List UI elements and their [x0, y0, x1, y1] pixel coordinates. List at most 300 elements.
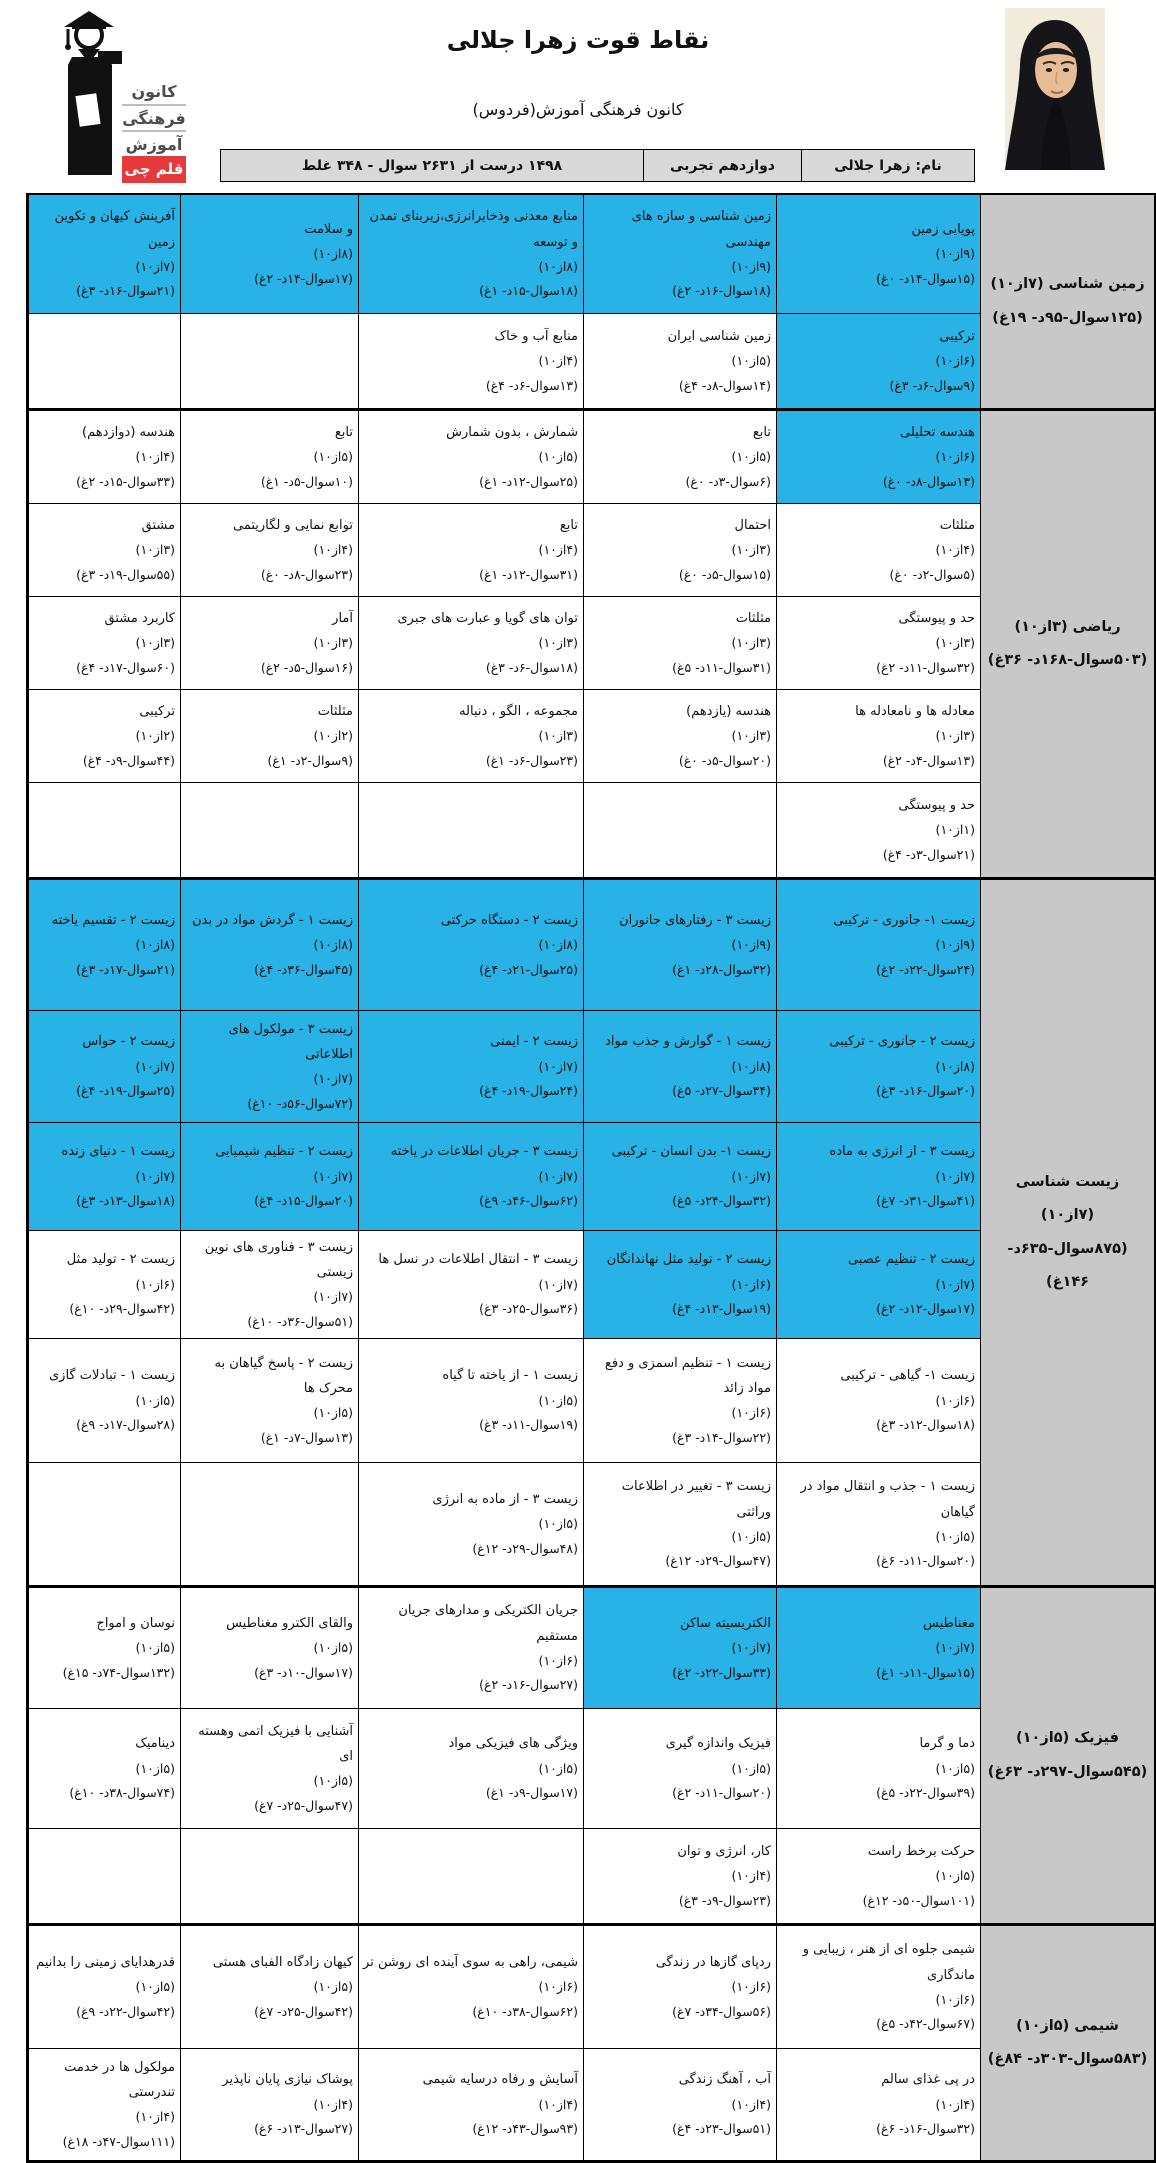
topic-stats: (۴۸سوال-۲۹د- ۱۲غ) [472, 1540, 578, 1556]
topic-title: توابع نمایی و لگاریتمی [233, 517, 353, 533]
topic-stats: (۴۲سوال-۲۲د- ۹غ) [76, 2003, 175, 2019]
topic-stats: (۱۰۱سوال-۵۰د- ۱۲غ) [862, 1892, 975, 1908]
topic-cell [180, 2049, 358, 2161]
empty-cell [28, 1463, 180, 1586]
topic-score: (۴از۱۰) [313, 542, 353, 558]
topic-score: (۵از۱۰) [313, 1640, 353, 1656]
topic-cell [180, 1709, 358, 1829]
subject-cell [980, 1924, 1154, 2161]
topic-stats: (۱۹سوال-۱۱د- ۳غ) [479, 1417, 578, 1433]
topic-score: (۵از۱۰) [731, 449, 771, 465]
topic-score: (۵از۱۰) [135, 1979, 175, 1995]
topic-cell [776, 1463, 980, 1586]
topic-cell [358, 504, 583, 597]
topic-score: (۹از۱۰) [731, 258, 771, 274]
empty-cell [28, 783, 180, 878]
topic-score: (۳از۱۰) [538, 728, 578, 744]
topic-stats: (۱۵سوال-۱۴د- ۰غ) [876, 270, 975, 286]
topic-score: (۳از۱۰) [135, 542, 175, 558]
topic-stats: (۵۶سوال-۳۴د- ۷غ) [672, 2003, 771, 2019]
topic-score: (۶از۱۰) [935, 1392, 975, 1408]
topic-stats: (۲۱سوال-۱۶د- ۳غ) [76, 283, 175, 299]
topic-cell [358, 878, 583, 1011]
topic-score: (۴از۱۰) [731, 2096, 771, 2112]
subject-cell [980, 878, 1154, 1586]
topic-cell [180, 597, 358, 690]
topic-title: زیست ۳ - رفتارهای جانوران [619, 912, 771, 928]
subject-label: ریاضی (۳از۱۰) [1014, 618, 1121, 635]
topic-stats: (۲۰سوال-۱۵د- ۴غ) [254, 1193, 353, 1209]
topic-score: (۵از۱۰) [313, 1979, 353, 1995]
topic-cell [28, 690, 180, 783]
topic-stats: (۴۷سوال-۲۵د- ۷غ) [254, 1797, 353, 1813]
topic-cell [776, 783, 980, 878]
strengths-table [26, 193, 1156, 2163]
topic-stats: (۲۰سوال-۵د- ۰غ) [678, 752, 771, 768]
topic-title: مغناطیس [923, 1615, 975, 1631]
topic-stats: (۱۸سوال-۱۶د- ۲غ) [672, 283, 771, 299]
topic-title: زیست ۳ - از انرژی به ماده [829, 1144, 975, 1160]
topic-score: (۴از۱۰) [538, 353, 578, 369]
topic-score: (۵از۱۰) [731, 1528, 771, 1544]
topic-title: کیهان زادگاه الفبای هستی [212, 1954, 353, 1970]
topic-cell [583, 314, 776, 409]
topic-stats: (۱۸سوال-۶د- ۳غ) [485, 659, 578, 675]
topic-score: (۶از۱۰) [538, 1652, 578, 1668]
topic-title: زیست ۱- گیاهی - ترکیبی [840, 1368, 975, 1384]
topic-score: (۵از۱۰) [935, 1868, 975, 1884]
empty-cell [358, 1829, 583, 1924]
topic-cell [583, 1463, 776, 1586]
topic-score: (۷از۱۰) [538, 1168, 578, 1184]
empty-cell [358, 783, 583, 878]
topic-title: توان های گویا و عبارت های جبری [397, 610, 578, 626]
topic-title: آفرینش کیهان و تکوین زمین [54, 209, 175, 250]
topic-stats: (۹سوال-۶د- ۳غ) [889, 377, 975, 393]
topic-score: (۳از۱۰) [313, 635, 353, 651]
topic-title: آشنایی با فیزیک اتمی وهسته ای [198, 1723, 353, 1765]
topic-title: زیست ۲ - جانوری - ترکیبی [829, 1034, 975, 1050]
topic-stats: (۶۲سوال-۳۸د- ۱۰غ) [472, 2003, 578, 2019]
topic-stats: (۵سوال-۲د- ۰غ) [889, 566, 975, 582]
topic-title: مجموعه ، الگو ، دنباله [459, 703, 578, 719]
topic-cell [776, 1709, 980, 1829]
topic-title: زیست ۲ - ایمنی [490, 1034, 578, 1050]
topic-title: الکتریسیته ساکن [680, 1615, 771, 1631]
topic-title: زیست ۱ - گوارش و جذب مواد [605, 1034, 771, 1050]
empty-cell [28, 1829, 180, 1924]
topic-stats: (۹سوال-۲د- ۱غ) [267, 752, 353, 768]
topic-stats: (۲۷سوال-۱۶د- ۲غ) [479, 1677, 578, 1693]
topic-title: پوشاک نیازی پایان ناپذیر [222, 2072, 353, 2088]
topic-score: (۷از۱۰) [313, 1168, 353, 1184]
subject-stats: (۸۷۵سوال-۶۳۵د- ۱۴۶غ) [1007, 1240, 1128, 1290]
subject-label: زیست شناسی (۷از۱۰) [1015, 1173, 1120, 1224]
topic-score: (۸از۱۰) [313, 246, 353, 262]
topic-title: مثلثات [939, 517, 975, 533]
topic-score: (۳از۱۰) [731, 635, 771, 651]
topic-title: زیست ۳ - از ماده به انرژی [432, 1491, 578, 1507]
topic-title: زیست ۱ - جذب و انتقال مواد در گیاهان [800, 1479, 975, 1520]
topic-title: آب ، آهنگ زندگی [678, 2072, 771, 2088]
topic-cell [180, 504, 358, 597]
topic-score: (۷از۱۰) [731, 1640, 771, 1656]
topic-cell [583, 1586, 776, 1709]
topic-cell [776, 1924, 980, 2049]
topic-cell [28, 1709, 180, 1829]
topic-cell [180, 1123, 358, 1231]
topic-title: کار، انرژی و توان [677, 1843, 771, 1859]
topic-score: (۲از۱۰) [313, 728, 353, 744]
topic-cell [358, 1924, 583, 2049]
empty-cell [180, 783, 358, 878]
topic-cell [583, 2049, 776, 2161]
topic-stats: (۱۷سوال-۹د- ۱غ) [485, 1785, 578, 1801]
topic-title: منابع آب و خاک [494, 328, 578, 344]
topic-title: زیست ۳ - مولکول های اطلاعاتی [228, 1021, 353, 1063]
subject-label: شیمی (۵از۱۰) [1016, 2017, 1119, 2034]
topic-title: مشتق [141, 517, 175, 533]
topic-stats: (۵۵سوال-۱۹د- ۳غ) [76, 566, 175, 582]
topic-title: زیست ۲ - دستگاه حرکتی [440, 912, 578, 928]
topic-score: (۵از۱۰) [731, 1760, 771, 1776]
topic-title: شمارش ، بدون شمارش [446, 424, 578, 440]
topic-stats: (۳۲سوال-۲۸د- ۱غ) [672, 961, 771, 977]
topic-score: (۸از۱۰) [731, 1058, 771, 1074]
topic-cell [28, 1011, 180, 1123]
topic-stats: (۱۳سوال-۴د- ۲غ) [882, 752, 975, 768]
topic-cell [776, 409, 980, 504]
topic-stats: (۱۷سوال-۱۴د- ۲غ) [254, 270, 353, 286]
topic-title: زیست ۳ - فناوری های نوین زیستی [204, 1239, 353, 1281]
topic-score: (۵از۱۰) [538, 1392, 578, 1408]
topic-title: احتمال [734, 517, 771, 533]
topic-stats: (۳۲سوال-۲۴د- ۵غ) [672, 1193, 771, 1209]
topic-score: (۵از۱۰) [135, 1760, 175, 1776]
topic-title: زیست ۲ - تولید مثل نهاندانگان [606, 1252, 771, 1268]
topic-stats: (۳۱سوال-۱۲د- ۱غ) [479, 566, 578, 582]
topic-cell [180, 1339, 358, 1463]
topic-score: (۷از۱۰) [935, 1640, 975, 1656]
topic-score: (۸از۱۰) [538, 258, 578, 274]
topic-cell [28, 1924, 180, 2049]
topic-score: (۹از۱۰) [935, 937, 975, 953]
topic-score: (۷از۱۰) [313, 1071, 353, 1087]
topic-title: معادله ها و نامعادله ها [855, 703, 975, 719]
topic-cell [180, 878, 358, 1011]
topic-score: (۶از۱۰) [135, 1276, 175, 1292]
topic-score: (۴از۱۰) [135, 449, 175, 465]
topic-cell [358, 1339, 583, 1463]
topic-score: (۷از۱۰) [135, 1168, 175, 1184]
topic-cell [583, 409, 776, 504]
subject-stats: (۵۸۳سوال-۳۰۳د- ۸۴غ) [987, 2051, 1148, 2067]
topic-stats: (۱۱۱سوال-۴۷د- ۱۸غ) [62, 2133, 175, 2149]
topic-cell [776, 2049, 980, 2161]
subject-label: فیزیک (۵از۱۰) [1016, 1730, 1119, 1747]
topic-cell [776, 878, 980, 1011]
topic-cell [358, 1463, 583, 1586]
topic-cell [358, 314, 583, 409]
topic-cell [583, 1829, 776, 1924]
topic-title: زیست ۲ - پاسخ گیاهان به محرک ها [214, 1355, 353, 1397]
topic-cell [358, 1231, 583, 1339]
empty-cell [583, 783, 776, 878]
student-grade: دوازدهم تجربی [643, 150, 801, 181]
logo-word-farhangi: فرهنگی [122, 104, 186, 130]
topic-stats: (۱۹سوال-۱۳د- ۴غ) [672, 1301, 771, 1317]
topic-stats: (۴۵سوال-۳۶د- ۴غ) [254, 961, 353, 977]
topic-stats: (۱۳سوال-۸د- ۰غ) [882, 473, 975, 489]
topic-title: ترکیبی [139, 703, 175, 719]
topic-stats: (۲۳سوال-۸د- ۰غ) [260, 566, 353, 582]
topic-cell [180, 1011, 358, 1123]
topic-title: زیست ۱ - از یاخته تا گیاه [442, 1368, 578, 1384]
topic-stats: (۵۱سوال-۳۶د- ۱۰غ) [247, 1313, 353, 1329]
topic-score: (۷از۱۰) [538, 1276, 578, 1292]
topic-score: (۵از۱۰) [935, 1760, 975, 1776]
topic-title: ردپای گازها در زندگی [655, 1954, 771, 1970]
subject-label: زمین شناسی (۷از۱۰) [990, 276, 1145, 293]
topic-stats: (۷۴سوال-۳۸د- ۱۰غ) [69, 1785, 175, 1801]
topic-cell [28, 1586, 180, 1709]
topic-score: (۷از۱۰) [135, 1058, 175, 1074]
topic-score: (۶از۱۰) [935, 449, 975, 465]
topic-title: زیست ۱ - دنیای زنده [61, 1144, 175, 1160]
topic-score: (۴از۱۰) [538, 542, 578, 558]
topic-cell [583, 195, 776, 314]
topic-score: (۶از۱۰) [538, 1979, 578, 1995]
topic-stats: (۳۶سوال-۲۵د- ۳غ) [479, 1301, 578, 1317]
topic-score: (۵از۱۰) [538, 449, 578, 465]
topic-title: شیمی جلوه ای از هنر ، زیبایی و ماندگاری [802, 1942, 975, 1983]
topic-score: (۲از۱۰) [135, 728, 175, 744]
topic-score: (۳از۱۰) [935, 728, 975, 744]
topic-score: (۵از۱۰) [538, 1516, 578, 1532]
topic-stats: (۳۲سوال-۱۶د- ۶غ) [876, 2121, 975, 2137]
topic-cell [583, 1924, 776, 2049]
topic-cell [180, 1231, 358, 1339]
topic-cell [583, 1709, 776, 1829]
topic-stats: (۶۲سوال-۴۶د- ۹غ) [479, 1193, 578, 1209]
topic-cell [776, 690, 980, 783]
topic-stats: (۶سوال-۳د- ۰غ) [685, 473, 771, 489]
topic-cell [776, 597, 980, 690]
topic-cell [358, 2049, 583, 2161]
topic-cell [28, 195, 180, 314]
subject-stats: (۵۴۵سوال-۲۹۷د- ۶۳غ) [987, 1763, 1148, 1780]
subject-stats: (۱۲۵سوال-۹۵د- ۱۹غ) [992, 309, 1143, 326]
topic-cell [28, 2049, 180, 2161]
topic-cell [180, 690, 358, 783]
topic-score: (۹از۱۰) [935, 246, 975, 262]
topic-cell [776, 1011, 980, 1123]
topic-title: و سلامت [304, 221, 353, 237]
topic-stats: (۲۱سوال-۳د- ۴غ) [882, 846, 975, 862]
topic-score: (۸از۱۰) [135, 937, 175, 953]
topic-cell [180, 1924, 358, 2049]
topic-stats: (۲۳سوال-۶د- ۱غ) [485, 752, 578, 768]
topic-cell [583, 597, 776, 690]
topic-score: (۹از۱۰) [731, 937, 771, 953]
subject-stats: (۵۰۳سوال-۱۶۸د- ۳۶غ) [987, 652, 1148, 668]
topic-cell [583, 1231, 776, 1339]
topic-title: حرکت برخط راست [867, 1843, 975, 1859]
topic-score: (۵از۱۰) [135, 1392, 175, 1408]
topic-stats: (۱۵سوال-۱۱د- ۱غ) [876, 1664, 975, 1680]
topic-title: هندسه (یازدهم) [686, 703, 771, 719]
topic-stats: (۳۹سوال-۲۲د- ۵غ) [876, 1785, 975, 1801]
topic-stats: (۱۸سوال-۱۳د- ۳غ) [76, 1193, 175, 1209]
topic-score: (۳از۱۰) [538, 635, 578, 651]
topic-stats: (۴۷سوال-۲۹د- ۱۲غ) [665, 1553, 771, 1569]
topic-stats: (۴۲سوال-۲۹د- ۱۰غ) [69, 1301, 175, 1317]
topic-cell [180, 195, 358, 314]
topic-title: زیست ۱- بدن انسان - ترکیبی [611, 1144, 771, 1160]
topic-score: (۴از۱۰) [935, 542, 975, 558]
topic-cell [583, 1011, 776, 1123]
topic-score: (۴از۱۰) [313, 2096, 353, 2112]
topic-title: زیست ۲ - تقسیم یاخته [51, 912, 175, 928]
topic-title: زیست ۲ - تولید مثل [66, 1252, 175, 1268]
ghalamchi-badge: قلم چی [122, 156, 186, 183]
topic-cell [180, 1586, 358, 1709]
topic-stats: (۷۲سوال-۵۶د- ۱۰غ) [247, 1095, 353, 1111]
topic-cell [776, 1339, 980, 1463]
topic-title: زیست ۳ - انتقال اطلاعات در نسل ها [378, 1252, 578, 1268]
topic-score: (۶از۱۰) [731, 1979, 771, 1995]
topic-title: مولکول ها در خدمت تندرستی [64, 2059, 175, 2101]
topic-score: (۸از۱۰) [538, 937, 578, 953]
topic-cell [28, 597, 180, 690]
topic-score: (۴از۱۰) [135, 2109, 175, 2125]
topic-title: زیست ۲ - حواس [82, 1034, 175, 1050]
topic-cell [776, 504, 980, 597]
topic-title: تابع [334, 424, 353, 440]
topic-score: (۷از۱۰) [935, 1276, 975, 1292]
topic-score: (۷از۱۰) [538, 1058, 578, 1074]
topic-stats: (۱۵سوال-۵د- ۰غ) [678, 566, 771, 582]
topic-title: تابع [559, 517, 578, 533]
logo-word-kanoon: کانون [131, 82, 177, 102]
topic-title: پویایی زمین [911, 221, 975, 237]
topic-score: (۶از۱۰) [731, 1276, 771, 1292]
topic-cell [28, 1231, 180, 1339]
topic-score: (۶از۱۰) [935, 1991, 975, 2007]
topic-stats: (۲۳سوال-۹د- ۳غ) [678, 1892, 771, 1908]
logo-word-amoozesh: آموزش [122, 130, 186, 156]
topic-title: حد و پیوستگی [898, 610, 975, 626]
total-result: ۱۴۹۸ درست از ۲۶۳۱ سوال - ۳۴۸ غلط [301, 157, 563, 174]
topic-score: (۸از۱۰) [935, 1058, 975, 1074]
empty-cell [180, 1463, 358, 1586]
student-photo [1005, 8, 1105, 170]
topic-stats: (۱۴سوال-۸د- ۴غ) [678, 377, 771, 393]
topic-stats: (۹۳سوال-۴۳د- ۱۲غ) [472, 2121, 578, 2137]
topic-title: زیست ۱- جانوری - ترکیبی [833, 912, 975, 928]
topic-stats: (۲۰سوال-۱۱د- ۶غ) [876, 1553, 975, 1569]
topic-stats: (۳۱سوال-۱۱د- ۵غ) [672, 659, 771, 675]
topic-score: (۸از۱۰) [313, 937, 353, 953]
topic-score: (۵از۱۰) [313, 449, 353, 465]
topic-stats: (۲۵سوال-۲۱د- ۴غ) [479, 961, 578, 977]
topic-score: (۵از۱۰) [731, 353, 771, 369]
topic-title: آمار [332, 610, 353, 626]
topic-cell [28, 878, 180, 1011]
topic-score: (۵از۱۰) [538, 1760, 578, 1776]
topic-score: (۷از۱۰) [731, 1168, 771, 1184]
topic-stats: (۲۲سوال-۱۴د- ۳غ) [672, 1429, 771, 1445]
topic-title: زیست ۳ - تغییر در اطلاعات وراثتی [621, 1479, 771, 1520]
topic-stats: (۱۰سوال-۵د- ۱غ) [260, 473, 353, 489]
topic-stats: (۱۳۲سوال-۷۴د- ۱۵غ) [62, 1664, 175, 1680]
topic-score: (۳از۱۰) [731, 728, 771, 744]
topic-title: زمین شناسی ایران [667, 328, 771, 344]
topic-stats: (۴۱سوال-۳۱د- ۷غ) [876, 1193, 975, 1209]
topic-cell [358, 1709, 583, 1829]
topic-score: (۷از۱۰) [313, 1289, 353, 1305]
topic-stats: (۲۴سوال-۲۲د- ۲غ) [876, 961, 975, 977]
topic-title: ترکیبی [939, 328, 975, 344]
topic-stats: (۲۱سوال-۱۷د- ۳غ) [76, 961, 175, 977]
topic-stats: (۲۵سوال-۱۲د- ۱غ) [479, 473, 578, 489]
topic-score: (۴از۱۰) [731, 1868, 771, 1884]
topic-cell [28, 1123, 180, 1231]
topic-cell [776, 1829, 980, 1924]
topic-title: دما و گرما [919, 1736, 975, 1752]
topic-score: (۷از۱۰) [135, 258, 175, 274]
topic-score: (۶از۱۰) [731, 1405, 771, 1421]
topic-title: مثلثات [317, 703, 353, 719]
topic-title: ویژگی های فیزیکی مواد [448, 1736, 578, 1752]
topic-title: هندسه (دوازدهم) [82, 424, 175, 440]
topic-cell [358, 690, 583, 783]
topic-title: دینامیک [135, 1736, 175, 1752]
topic-title: زیست ۲ - تنظیم عصبی [847, 1252, 975, 1268]
topic-stats: (۲۰سوال-۱۱د- ۲غ) [672, 1785, 771, 1801]
topic-cell [776, 1586, 980, 1709]
topic-title: حد و پیوستگی [898, 797, 975, 813]
topic-score: (۵از۱۰) [313, 1405, 353, 1421]
topic-title: جریان الکتریکی و مدارهای جریان مستقیم [398, 1603, 578, 1644]
topic-cell [776, 1231, 980, 1339]
topic-cell [583, 690, 776, 783]
topic-cell [28, 409, 180, 504]
topic-cell [28, 504, 180, 597]
topic-score: (۳از۱۰) [935, 635, 975, 651]
topic-title: زیست ۱ - تبادلات گازی [48, 1368, 175, 1384]
topic-title: قدرهدایای زمینی را بدانیم [36, 1954, 175, 1970]
topic-title: منابع معدنی وذخایرانرژی،زیربنای تمدن و توسعه [369, 209, 578, 250]
topic-cell [358, 1123, 583, 1231]
topic-cell [358, 195, 583, 314]
topic-cell [358, 1011, 583, 1123]
topic-cell [358, 409, 583, 504]
topic-title: والقای الکترو مغناطیس [226, 1615, 353, 1631]
empty-cell [180, 1829, 358, 1924]
topic-cell [358, 597, 583, 690]
topic-title: کاربرد مشتق [104, 610, 175, 626]
topic-stats: (۳۴سوال-۲۷د- ۵غ) [672, 1083, 771, 1099]
topic-cell [583, 1123, 776, 1231]
topic-title: در پی غذای سالم [881, 2072, 975, 2088]
topic-stats: (۱۳سوال-۶د- ۴غ) [485, 377, 578, 393]
topic-score: (۵از۱۰) [135, 1640, 175, 1656]
topic-stats: (۵۱سوال-۲۳د- ۴غ) [672, 2121, 771, 2137]
subject-cell [980, 409, 1154, 878]
topic-score: (۴از۱۰) [935, 2096, 975, 2112]
topic-score: (۳از۱۰) [135, 635, 175, 651]
